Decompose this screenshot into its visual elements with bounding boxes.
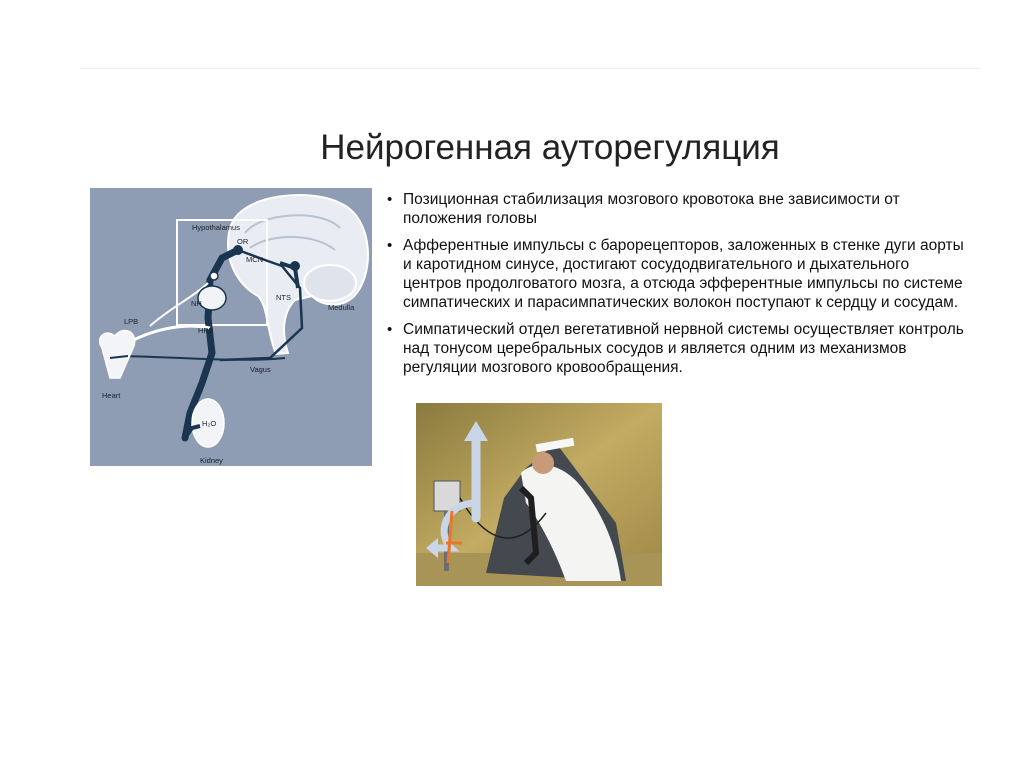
label-kidney: Kidney — [200, 456, 223, 465]
slide-title: Нейрогенная ауторегуляция — [320, 128, 780, 167]
cerebellum — [304, 265, 356, 301]
label-lpb: LPB — [124, 317, 139, 326]
label-or: OR — [237, 237, 249, 246]
bullet-item — [384, 320, 964, 377]
nts-node — [290, 261, 300, 271]
top-divider — [80, 68, 980, 69]
patient-head — [532, 452, 554, 474]
label-hpb: HPB — [198, 326, 214, 335]
mcn-node — [233, 245, 243, 255]
tilt-table-photo — [416, 403, 662, 586]
bullet-item — [384, 236, 964, 312]
label-h2o: H₂O — [202, 419, 217, 428]
label-heart: Heart — [102, 391, 121, 400]
bullet-marker: • — [387, 191, 393, 208]
baroreflex-diagram — [90, 188, 372, 466]
label-nts: NTS — [276, 293, 291, 302]
bullet-text: Позиционная стабилизация мозгового кровотока вне зависимости от положения головы — [403, 191, 900, 227]
label-vagus: Vagus — [250, 365, 271, 374]
bullet-list — [384, 190, 964, 385]
bullet-marker: • — [387, 321, 393, 338]
label-mcn: MCN — [246, 255, 264, 264]
label-medulla: Medulla — [328, 303, 355, 312]
bullet-text: Симпатический отдел вегетативной нервной системы осуществляет контроль над тонусом церебральных сосудов и является одним из механизмов регуляции мозгового кровообращения. — [403, 321, 964, 376]
or-node — [210, 272, 218, 280]
nh-node — [198, 286, 226, 310]
bullet-item — [384, 190, 964, 228]
bullet-text: Афферентные импульсы с барорецепторов, заложенных в стенке дуги аорты и каротидном синусе, достигают сосудодвигательного и дыхательного центров продолговатого мозга, а отсюда эфферентные импульсы по системе симпатических и парасимпатических волокон поступают к сердцу и сосудам. — [403, 237, 964, 311]
label-nh: NH — [191, 299, 202, 308]
bullet-marker: • — [387, 237, 393, 254]
label-hypothalamus: Hypothalamus — [192, 223, 240, 232]
